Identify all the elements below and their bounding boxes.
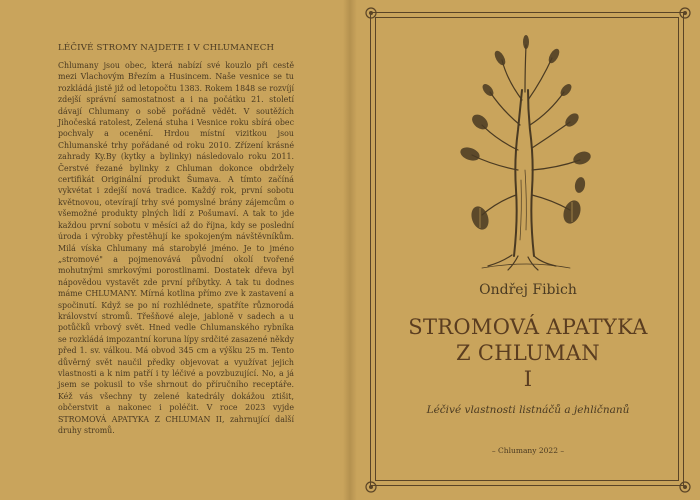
tree-illustration bbox=[452, 30, 602, 275]
imprint: – Chlumany 2022 – bbox=[491, 446, 565, 455]
corner-ornament-bottom-left bbox=[363, 479, 379, 495]
corner-ornament-bottom-right bbox=[677, 479, 693, 495]
author-name: Ondřej Fibich bbox=[479, 282, 577, 298]
book-title bbox=[356, 314, 700, 392]
book-subtitle: Léčivé vlastnosti listnáčů a jehličnanů bbox=[426, 404, 630, 416]
corner-ornament-top-left bbox=[363, 5, 379, 21]
front-cover bbox=[356, 0, 700, 500]
book-title-line-2: Z CHLUMAN bbox=[456, 341, 600, 365]
book-title-line-1: STROMOVÁ APATYKA bbox=[408, 315, 648, 339]
spine bbox=[343, 0, 357, 500]
back-cover-text: Chlumany jsou obec, která nabízí své kouzlo při cestě mezi Vlachovým Březím a Husincem. Naše vesnice se tu rozkládá jistě již od letopočtu 1383. Rokem 1848 se rozvíjí zdejší správní samostatnost a i na počátku 21. století dávají Chlumany o sobě pořádně vědět. V soutěžích Jihočeská ratolest, Zelená stuha i Vesnice roku sbírá obec pochvaly a ocenění. Hrdou místní vizitkou jsou Chlumanské trhy pořádané od roku 2010. Zřízení krásné zahrady Ky.By (kytky a bylinky) následovalo roku 2011. Čerstvé řezané bylinky z Chluman dokonce obdržely certifikát Originální produkt Šumava. A tímto začíná vykvétat i zdejší nová tradice. Každý rok, první sobotu květnovou, otevírají trhy své pomyslné brány zájemcům o všemožné produkty plných lidí z Pošumaví. A tak to jde každou první sobotu v měsíci až do října, kdy se poslední úroda i výrobky přestěhují ke spokojeným návštěvníkům. Milá víska Chlumany má starobylé jméno. Je to jméno „stromové" a pojmenovává původní okolí tvořené mohutnými smrkovými porostlinami. Dostatek dřeva byl nápovědou vystavět zde první příbytky. A tak tu dodnes máme CHLUMANY. Mírná kotlina přímo zve k zastavení a spočinutí. Když se po ní rozhlédnete, spatříte různorodá království stromů. Třešňové aleje, jabloně v sadech a u potůčků vrbový svět. Hned vedle Chlumanského rybníka se rozkládá impozantní koruna lípy srdčité zasazené někdy před 1. sv. válkou. Má obvod 345 cm a výšku 25 m. Tento důvěrný svět naučil předky objevovat a využívat jejich vlastnosti a k nim patří i ty léčivé a povzbuzující. No, a já jsem se pokusil to vše shrnout do příručního receptáře. Kéž vás všechny ty zelené katedrály dokážou ztišit, občerstvit a nakonec i poléčit. V roce 2023 vyjde STROMOVÁ APATYKA Z CHLUMAN II, zahrnující další druhy stromů. bbox=[58, 61, 294, 435]
book-volume-number: I bbox=[523, 367, 533, 391]
back-cover-heading: LÉČIVÉ STROMY NAJDETE I V CHLUMANECH bbox=[58, 43, 275, 53]
corner-ornament-top-right bbox=[677, 5, 693, 21]
